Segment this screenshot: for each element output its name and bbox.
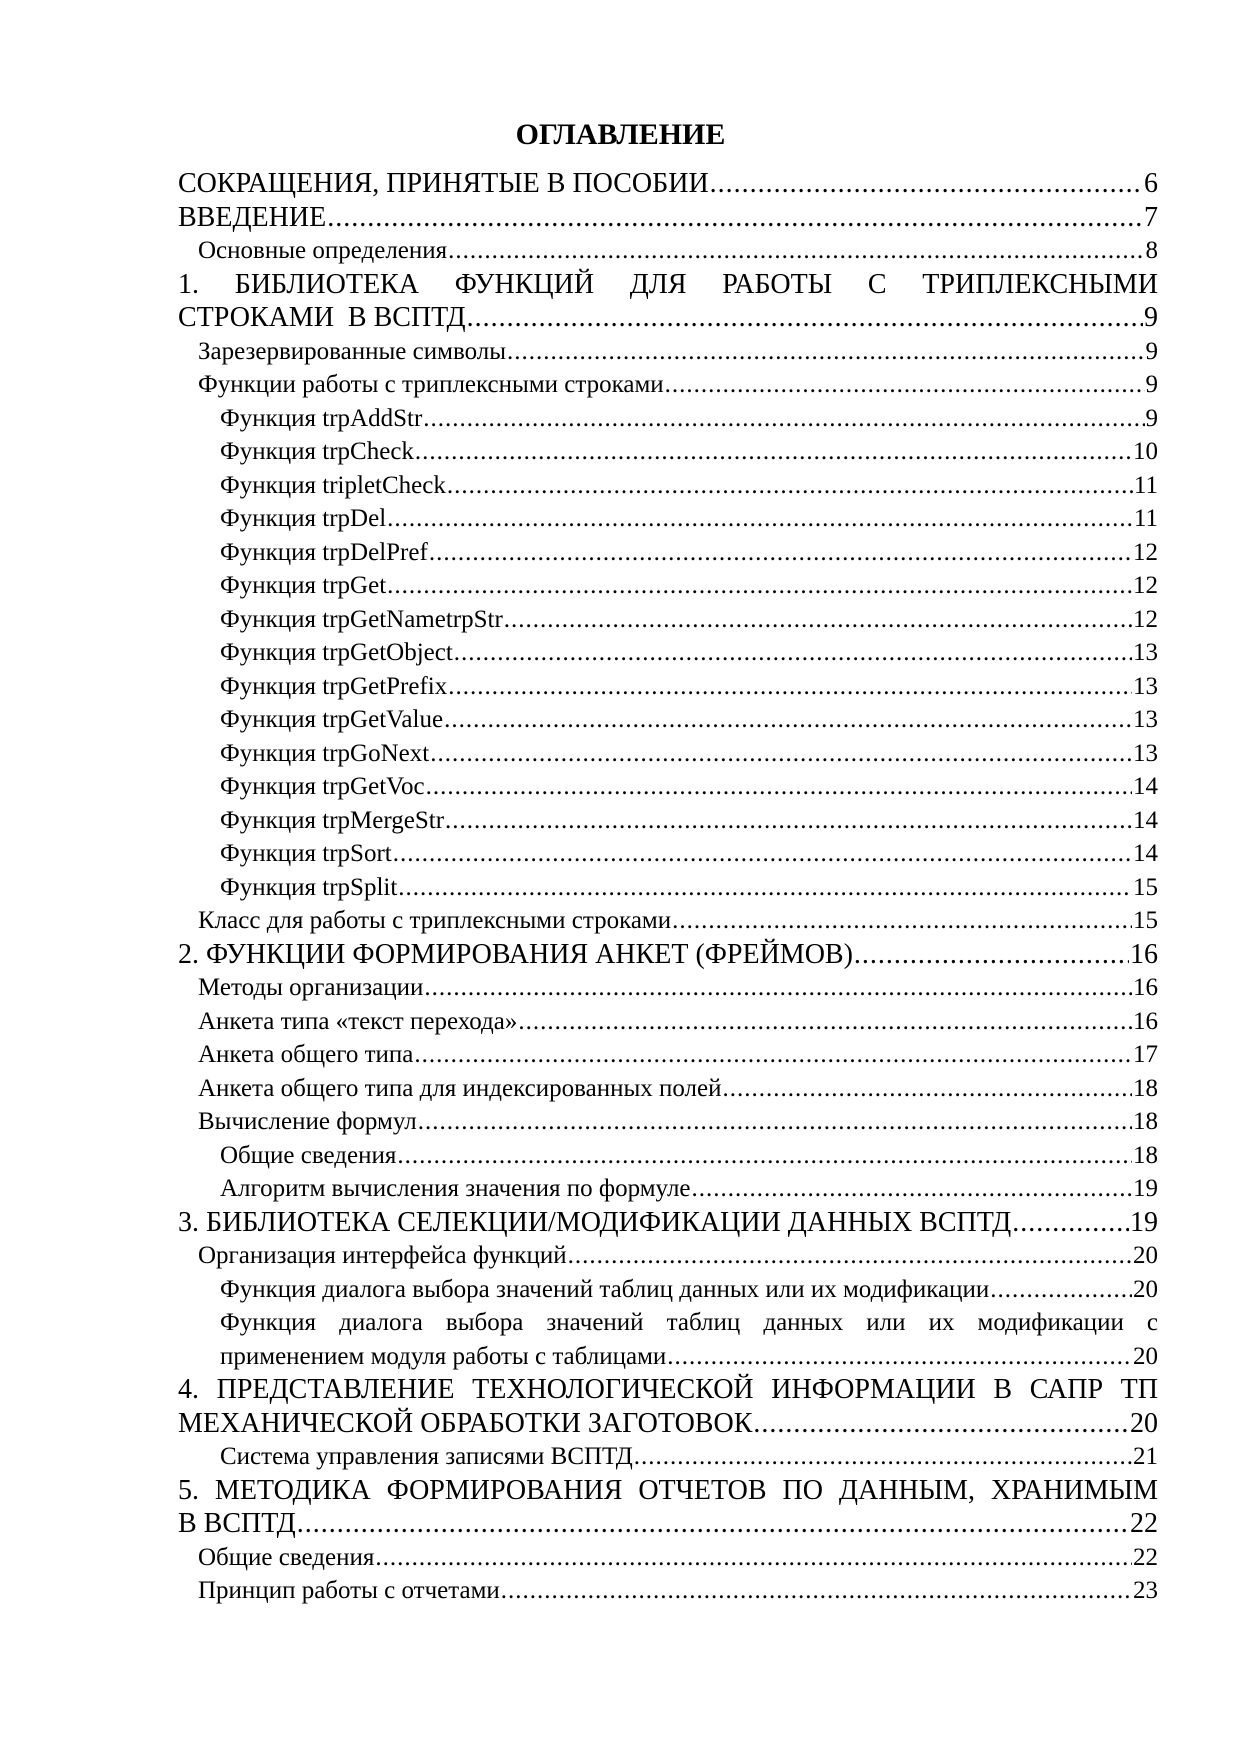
toc-row[interactable] [178,502,1158,536]
toc-entry-text: Анкета общего типа для индексированных полей [198,1074,722,1102]
toc-entry-text: Методы организации [198,974,424,1001]
toc-page-number: 15 [1133,907,1158,934]
toc-word: ТП [1120,1374,1158,1405]
dot-leader [448,234,1144,268]
toc-row[interactable] [178,938,1158,972]
toc-page-number: 13 [1133,672,1158,700]
toc-entry-text: Система управления записями ВСПТД [220,1443,633,1470]
page-title: ОГЛАВЛЕНИЕ [515,118,726,151]
toc-row[interactable] [178,335,1158,369]
toc-page-number: 14 [1133,840,1158,867]
toc-entry-text: Функция trpGoNext [220,739,430,767]
toc-word: выбора [445,1309,524,1336]
toc-entry-text: Функция trpDel [220,505,387,532]
dot-leader [444,703,1132,737]
toc-entry-text: Алгоритм вычисления значения по формуле [220,1175,691,1202]
toc-row-wrapped[interactable] [178,1306,1158,1340]
dot-leader [398,871,1132,905]
toc-word: 1. [178,268,199,300]
toc-row[interactable] [178,1038,1158,1072]
toc-entry-text: СОКРАЩЕНИЯ, ПРИНЯТЫЕ В ПОСОБИИ [178,168,709,199]
toc-page-number: 22 [1133,1543,1158,1571]
toc-row[interactable] [178,201,1158,235]
toc-row[interactable] [178,1005,1158,1039]
toc-row[interactable] [178,703,1158,737]
toc-page-number: 9 [1145,337,1158,365]
toc-row[interactable] [178,737,1158,771]
dot-leader [415,435,1132,469]
dot-leader [753,1407,1129,1441]
toc-entry-text: Функция trpGetVoc [220,773,425,800]
toc-row[interactable] [178,1407,1158,1441]
toc-word: 4. [178,1374,199,1405]
toc-entry-text: Функция диалога выбора значений таблиц данных или их модификации [220,1275,990,1303]
toc-entry-text: Функция trpGetValue [220,706,444,733]
toc-entry-text: Принцип работы с отчетами [198,1577,500,1604]
dot-leader [568,1239,1132,1273]
dot-leader [397,1139,1132,1173]
toc-row[interactable] [178,804,1158,838]
toc-word: РАБОТЫ [722,268,833,300]
toc-page-number: 19 [1130,1206,1158,1238]
dot-leader [467,301,1143,335]
toc-row[interactable] [178,469,1158,503]
toc-word: 5. [178,1474,199,1506]
dot-leader [504,603,1132,637]
dot-leader [710,167,1143,201]
toc-row[interactable] [178,871,1158,905]
toc-entry-text: Функция trpGet [220,572,387,599]
toc-page-number: 10 [1133,438,1158,465]
toc-entry-text: Вычисление формул [198,1108,417,1135]
toc-entry-text: Анкета общего типа [198,1041,414,1068]
toc-row[interactable] [178,569,1158,603]
toc-page-number: 12 [1133,538,1158,566]
toc-word: ОТЧЕТОВ [638,1474,767,1506]
dot-leader [297,1507,1129,1541]
toc-word: ИНФОРМАЦИИ [771,1374,976,1405]
dot-leader [518,1005,1132,1039]
toc-entry-text: 3. БИБЛИОТЕКА СЕЛЕКЦИИ/МОДИФИКАЦИИ ДАННЫХ ВСПТД [178,1206,1012,1238]
toc-entry-text: Функция trpSort [220,840,392,867]
toc-entry-text: МЕХАНИЧЕСКОЙ ОБРАБОТКИ ЗАГОТОВОК [178,1407,753,1439]
toc-word: ФОРМИРОВАНИЯ [386,1474,623,1506]
toc-entry-text: Функция trpDelPref [220,538,428,566]
toc-page-number: 14 [1133,773,1158,800]
toc-row[interactable] [178,904,1158,938]
toc-row[interactable] [178,1139,1158,1173]
dot-leader [447,469,1133,503]
toc-page-number: 21 [1133,1443,1158,1470]
toc-row[interactable] [178,971,1158,1005]
toc-row[interactable] [178,603,1158,637]
toc-row[interactable] [178,1273,1158,1307]
dot-leader [672,904,1132,938]
dot-leader [387,569,1132,603]
toc-page-number: 13 [1133,706,1158,733]
dot-leader [430,737,1132,771]
toc-page-number: 16 [1133,974,1158,1001]
toc-word: САПР [1029,1374,1104,1405]
toc-entry-text: применением модуля работы с таблицами [220,1342,667,1370]
toc-page-number: 9 [1144,302,1158,333]
toc-row[interactable] [178,770,1158,804]
dot-leader [507,335,1144,369]
toc-entry-text: ВВЕДЕНИЕ [178,201,327,233]
toc-entry-text: Функции работы с триплексными строками [198,371,664,398]
toc-page-number: 16 [1130,938,1158,970]
toc-page-number: 8 [1145,237,1158,264]
toc-row[interactable] [178,1541,1158,1575]
toc-entry-text: Функция trpCheck [220,438,414,465]
toc-row[interactable] [178,837,1158,871]
toc-page-number: 18 [1133,1108,1158,1135]
toc-entry-text: Функция trpAddStr [220,404,423,432]
toc-page-number: 7 [1144,201,1158,233]
toc-row[interactable] [178,368,1158,402]
toc-row[interactable] [178,670,1158,704]
toc-word: ТРИПЛЕКСНЫМИ [922,268,1158,300]
toc-word: В [993,1374,1013,1405]
toc-page-number: 13 [1133,639,1158,666]
toc-word: МЕТОДИКА [214,1474,371,1506]
dot-leader [1012,1206,1129,1240]
toc-page-number: 14 [1133,806,1158,834]
toc-row[interactable] [178,1440,1158,1474]
dot-leader [393,837,1132,871]
dot-leader [454,636,1132,670]
dot-leader [429,536,1132,570]
toc-entry-text: Функция trpGetNametrpStr [220,605,503,633]
toc-page-number: 18 [1133,1074,1158,1102]
toc-page-number: 9 [1145,404,1158,432]
toc-row[interactable] [178,435,1158,469]
dot-leader [423,402,1144,436]
dot-leader [448,670,1132,704]
toc-page-number: 11 [1133,505,1158,532]
toc-word: данных [763,1309,844,1336]
toc-word: ДАННЫМ, [838,1474,975,1506]
toc-word: ПО [782,1474,823,1506]
dot-leader [445,804,1132,838]
toc-entry-text: Общие сведения [220,1141,397,1169]
dot-leader [854,938,1129,972]
toc-page-number: 11 [1133,471,1158,499]
toc-entry-text: Функция trpGetPrefix [220,672,448,700]
dot-leader [426,770,1132,804]
toc-entry-text: Основные определения [198,237,448,264]
dot-leader [634,1440,1132,1474]
dot-leader [692,1172,1132,1206]
toc-word: с [1146,1309,1158,1336]
toc-row[interactable] [178,234,1158,268]
toc-row[interactable] [178,1239,1158,1273]
toc-entry-text: Организация интерфейса функций [198,1242,567,1269]
toc-page-number: 9 [1145,371,1158,398]
dot-leader [667,1340,1132,1374]
toc-row[interactable] [178,301,1158,335]
toc-row[interactable] [178,1105,1158,1139]
toc-entry-text: СТРОКАМИ В ВСПТД [178,302,466,333]
toc-entry-text: Зарезервированные символы [198,337,507,365]
toc-word: таблиц [666,1309,741,1336]
toc-word: ХРАНИМЫМ [990,1474,1158,1506]
dot-leader [665,368,1145,402]
toc-word: ПРЕДСТАВЛЕНИЕ [216,1374,455,1405]
toc-row[interactable] [178,1172,1158,1206]
toc-word: С [867,268,887,300]
toc-page-number: 13 [1133,739,1158,767]
dot-leader [990,1273,1132,1307]
toc-row[interactable] [178,1340,1158,1374]
toc-page-number: 20 [1130,1407,1158,1439]
toc-row[interactable] [178,636,1158,670]
toc-page-number: 23 [1133,1577,1158,1604]
toc-page-number: 12 [1133,605,1158,633]
toc-row-wrapped[interactable] [178,268,1158,302]
toc-word: ДЛЯ [629,268,687,300]
toc-row[interactable] [178,1574,1158,1608]
toc-entry-text: Класс для работы с триплексными строками [198,907,672,934]
toc-row[interactable] [178,1206,1158,1240]
toc-row[interactable] [178,167,1158,201]
dot-leader [375,1541,1132,1575]
toc-row[interactable] [178,1072,1158,1106]
toc-word: ФУНКЦИЙ [454,268,595,300]
dot-leader [387,502,1133,536]
toc-page-number: 18 [1133,1141,1158,1169]
toc-page-number: 16 [1133,1007,1158,1035]
toc-page-number: 6 [1144,168,1158,199]
toc-entry-text: Функция trpGetObject [220,639,453,666]
toc-row-wrapped[interactable] [178,1373,1158,1407]
toc-row[interactable] [178,536,1158,570]
toc-page-number: 22 [1130,1508,1158,1539]
toc-entry-text: 2. ФУНКЦИИ ФОРМИРОВАНИЯ АНКЕТ (ФРЕЙМОВ) [178,938,853,970]
toc-word: или [866,1309,906,1336]
toc-word: ТЕХНОЛОГИЧЕСКОЙ [472,1374,754,1405]
toc-word: Функция [220,1309,317,1336]
dot-leader [723,1072,1133,1106]
toc-entry-text: Функция tripletCheck [220,471,446,499]
table-of-contents [178,167,1158,1608]
dot-leader [327,201,1143,235]
toc-entry-text: Анкета типа «текст перехода» [198,1007,518,1035]
toc-page-number: 19 [1133,1175,1158,1202]
toc-entry-text: Общие сведения [198,1543,375,1571]
toc-page-number: 17 [1133,1041,1158,1068]
toc-word: значений [546,1309,644,1336]
toc-page-number: 20 [1133,1275,1158,1303]
toc-word: БИБЛИОТЕКА [234,268,419,300]
toc-entry-text: Функция trpSplit [220,873,398,901]
dot-leader [424,971,1132,1005]
toc-row-wrapped[interactable] [178,1474,1158,1508]
dot-leader [501,1574,1132,1608]
toc-row[interactable] [178,402,1158,436]
toc-word: их [928,1309,955,1336]
toc-word: модификации [977,1309,1124,1336]
toc-word: диалога [339,1309,423,1336]
dot-leader [418,1105,1132,1139]
dot-leader [414,1038,1132,1072]
toc-page-number: 20 [1133,1342,1158,1370]
toc-page-number: 12 [1133,572,1158,599]
toc-page-number: 15 [1133,873,1158,901]
toc-entry-text: В ВСПТД [178,1508,296,1539]
toc-row[interactable] [178,1507,1158,1541]
toc-page-number: 20 [1133,1242,1158,1269]
toc-entry-text: Функция trpMergeStr [220,806,445,834]
